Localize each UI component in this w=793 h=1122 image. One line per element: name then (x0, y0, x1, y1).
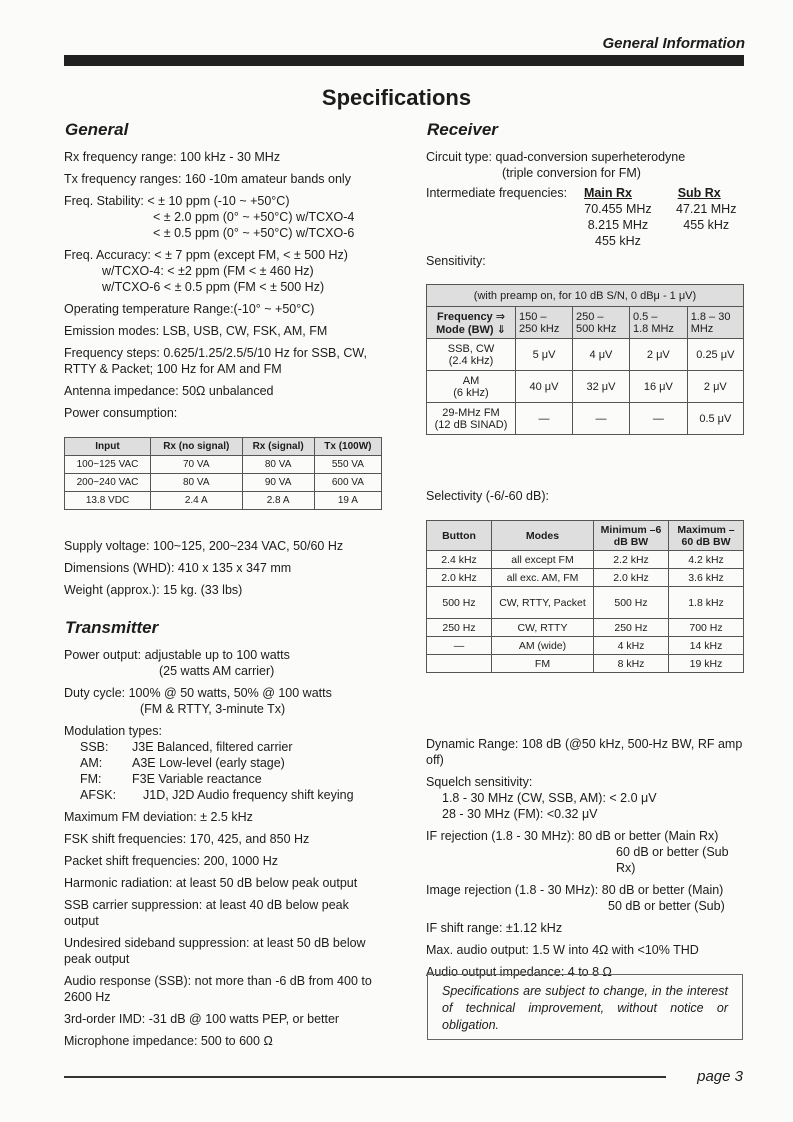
mod-desc: J1D, J2D Audio frequency shift keying (143, 788, 354, 802)
power-col-header: Rx (no signal) (150, 438, 242, 456)
sensitivity-table (426, 284, 744, 435)
main-rx-column (584, 185, 652, 249)
transmitter-section (64, 647, 384, 1055)
freq-header (572, 307, 629, 339)
table-cell: 4 μV (572, 339, 629, 371)
header-bar (64, 55, 744, 66)
table-cell: FM (492, 655, 594, 673)
power-col-header: Input (65, 438, 151, 456)
table-cell: 700 Hz (669, 619, 744, 637)
if-label: Intermediate frequencies: (426, 186, 568, 200)
modulation-label: Modulation types: (64, 724, 162, 738)
if-value: 8.215 MHz (587, 218, 649, 232)
receiver-heading: Receiver (427, 120, 498, 139)
table-cell: all exc. AM, FM (492, 569, 594, 587)
table-cell: 4 kHz (594, 637, 669, 655)
table-cell: 32 μV (572, 371, 629, 403)
footer-rule (64, 1076, 666, 1078)
modulation-types (64, 723, 384, 803)
mode-cell (427, 339, 516, 371)
table-row (427, 569, 744, 587)
modulation-row (64, 787, 384, 803)
table-cell: 19 A (314, 492, 381, 510)
table-row (427, 587, 744, 619)
table-row (65, 492, 382, 510)
table-cell: 200~240 VAC (65, 474, 151, 492)
if-shift-range: IF shift range: ±1.12 kHz (426, 921, 563, 935)
if-rej-line: 60 dB or better (Sub Rx) (616, 845, 729, 875)
table-cell: 550 VA (314, 456, 381, 474)
table-cell: 90 VA (242, 474, 314, 492)
imd: 3rd-order IMD: -31 dB @ 100 watts PEP, or better (64, 1012, 340, 1026)
mode-line: SSB, CW (447, 342, 495, 355)
accuracy-line: Freq. Accuracy: < ± 7 ppm (except FM, < ± 500 Hz) (64, 248, 348, 262)
img-rej-line: 50 dB or better (Sub) (608, 899, 725, 913)
general-physical (64, 538, 384, 604)
table-cell: 70 VA (150, 456, 242, 474)
general-heading: General (65, 120, 129, 139)
accuracy-line: w/TCXO-6 < ± 0.5 ppm (FM < ± 500 Hz) (102, 280, 325, 294)
sensitivity-label: Sensitivity: (426, 254, 486, 268)
operating-temp: Operating temperature Range:(-10° ~ +50°C) (64, 302, 315, 316)
table-row (427, 637, 744, 655)
mod-desc: J3E Balanced, filtered carrier (132, 740, 293, 754)
main-rx-header: Main Rx (584, 186, 632, 200)
antenna-impedance: Antenna impedance: 50Ω unbalanced (64, 384, 274, 398)
emission-modes: Emission modes: LSB, USB, CW, FSK, AM, FM (64, 324, 328, 338)
mod-name: FM: (80, 772, 102, 786)
sel-col-header: Modes (492, 521, 594, 551)
freq-header (629, 307, 687, 339)
tx-range: Tx frequency ranges: 160 -10m amateur bands only (64, 172, 351, 186)
table-cell: 2 μV (687, 371, 743, 403)
table-cell: 250 Hz (594, 619, 669, 637)
table-row (427, 371, 744, 403)
table-cell: 4.2 kHz (669, 551, 744, 569)
power-col-header: Tx (100W) (314, 438, 381, 456)
stability-line: < ± 0.5 ppm (0° ~ +50°C) w/TCXO-6 (153, 226, 355, 240)
selectivity-table (426, 520, 744, 673)
table-row (427, 619, 744, 637)
mode-cell (427, 403, 516, 435)
carrier-suppression: SSB carrier suppression: at least 40 dB below peak output (64, 898, 349, 928)
table-cell: 600 VA (314, 474, 381, 492)
fm-deviation: Maximum FM deviation: ± 2.5 kHz (64, 810, 253, 824)
power-table (64, 437, 382, 510)
squelch-label: Squelch sensitivity: (426, 775, 533, 789)
header-title: General Information (602, 35, 745, 52)
freq-line: 1.8 MHz (632, 322, 674, 335)
sideband-suppression: Undesired sideband suppression: at least 50 dB below peak output (64, 936, 366, 966)
table-cell: 100~125 VAC (65, 456, 151, 474)
freq-line: 250 – (575, 310, 604, 323)
table-cell: 500 Hz (427, 587, 492, 619)
sel-col-header: Button (427, 521, 492, 551)
duty-cycle (64, 685, 384, 717)
table-row (427, 339, 744, 371)
page-title: Specifications (321, 85, 472, 110)
mod-desc: A3E Low-level (early stage) (132, 756, 285, 770)
power-consumption-label: Power consumption: (64, 406, 178, 420)
freq-accuracy (64, 247, 384, 295)
img-rej-line: Image rejection (1.8 - 30 MHz): 80 dB or better (Main) (426, 883, 724, 897)
table-cell: CW, RTTY (492, 619, 594, 637)
power-output-line: Power output: adjustable up to 100 watts (64, 648, 290, 662)
table-cell: 13.8 VDC (65, 492, 151, 510)
freq-line: MHz (690, 322, 714, 335)
mod-name: AM: (80, 756, 103, 770)
table-cell: 500 Hz (594, 587, 669, 619)
table-row (427, 403, 744, 435)
table-cell: AM (wide) (492, 637, 594, 655)
table-cell (427, 655, 492, 673)
mode-cell (427, 371, 516, 403)
sel-col-header: Maximum –60 dB BW (669, 521, 744, 551)
table-cell: 250 Hz (427, 619, 492, 637)
squelch-line: 28 - 30 MHz (FM): <0.32 μV (442, 807, 598, 821)
table-cell: 80 VA (242, 456, 314, 474)
image-rejection (426, 882, 748, 914)
sub-rx-column (676, 185, 736, 233)
packet-shift: Packet shift frequencies: 200, 1000 Hz (64, 854, 279, 868)
disclaimer-note: Specifications are subject to change, in the interest of technical improvement, without notice or obligation. (427, 974, 743, 1040)
duty-line: (FM & RTTY, 3-minute Tx) (140, 702, 286, 716)
if-value: 47.21 MHz (676, 202, 737, 216)
freq-line: 1.8 – 30 (690, 310, 731, 323)
mode-line: 29-MHz FM (442, 406, 500, 419)
dimensions: Dimensions (WHD): 410 x 135 x 347 mm (64, 561, 292, 575)
if-rejection (426, 828, 748, 876)
mod-name: AFSK: (80, 788, 117, 802)
freq-line: 150 – (519, 310, 547, 323)
power-output (64, 647, 384, 679)
table-cell: 1.8 kHz (669, 587, 744, 619)
transmitter-heading: Transmitter (65, 618, 159, 637)
receiver-bottom (426, 736, 748, 986)
table-cell: CW, RTTY, Packet (492, 587, 594, 619)
weight: Weight (approx.): 15 kg. (33 lbs) (64, 583, 243, 597)
table-cell: 3.6 kHz (669, 569, 744, 587)
mod-name: SSB: (80, 740, 109, 754)
freq-line: 500 kHz (575, 322, 617, 335)
stability-line: < ± 2.0 ppm (0° ~ +50°C) w/TCXO-4 (153, 210, 355, 224)
table-row (65, 456, 382, 474)
table-row (65, 474, 382, 492)
table-row (427, 655, 744, 673)
max-audio-output: Max. audio output: 1.5 W into 4Ω with <10% THD (426, 943, 699, 957)
sensitivity-caption: (with preamp on, for 10 dB S/N, 0 dBμ - 1 μV) (427, 285, 744, 307)
table-cell: 0.5 μV (687, 403, 743, 435)
table-cell: all except FM (492, 551, 594, 569)
table-cell: 2.4 A (150, 492, 242, 510)
mode-line: (6 kHz) (453, 386, 489, 399)
table-cell: — (629, 403, 687, 435)
table-cell: 2 μV (629, 339, 687, 371)
dynamic-range: Dynamic Range: 108 dB (@50 kHz, 500-Hz BW, RF amp off) (426, 737, 743, 767)
supply-voltage: Supply voltage: 100~125, 200~234 VAC, 50/60 Hz (64, 539, 344, 553)
squelch-line: 1.8 - 30 MHz (CW, SSB, AM): < 2.0 μV (442, 791, 657, 805)
table-cell: — (427, 637, 492, 655)
power-output-line: (25 watts AM carrier) (159, 664, 275, 678)
table-cell: 5 μV (516, 339, 573, 371)
mod-desc: F3E Variable reactance (132, 772, 262, 786)
circuit-line: (triple conversion for FM) (502, 166, 641, 180)
modulation-row (64, 739, 384, 755)
table-cell: 2.4 kHz (427, 551, 492, 569)
if-value: 70.455 MHz (584, 202, 652, 216)
mode-line: (12 dB SINAD) (434, 418, 508, 431)
modulation-row (64, 771, 384, 787)
table-cell: 2.8 A (242, 492, 314, 510)
duty-line: Duty cycle: 100% @ 50 watts, 50% @ 100 watts (64, 686, 332, 700)
table-cell: 2.0 kHz (594, 569, 669, 587)
fsk-shift: FSK shift frequencies: 170, 425, and 850 Hz (64, 832, 310, 846)
page-number: page 3 (697, 1068, 743, 1085)
table-row (427, 551, 744, 569)
rx-range: Rx frequency range: 100 kHz - 30 MHz (64, 150, 281, 164)
table-cell: 0.25 μV (687, 339, 743, 371)
selectivity-label: Selectivity (-6/-60 dB): (426, 489, 549, 503)
table-cell: 40 μV (516, 371, 573, 403)
modulation-row (64, 755, 384, 771)
freq-stability (64, 193, 384, 241)
frequency-steps: Frequency steps: 0.625/1.25/2.5/5/10 Hz for SSB, CW, RTTY & Packet; 100 Hz for AM and FM (64, 346, 367, 376)
table-cell: — (516, 403, 573, 435)
table-cell: 14 kHz (669, 637, 744, 655)
circuit-type (426, 149, 746, 181)
stability-line: Freq. Stability: < ± 10 ppm (-10 ~ +50°C) (64, 194, 290, 208)
corner-line: Mode (BW) ⇓ (436, 323, 506, 336)
corner-line: Frequency ⇒ (437, 310, 505, 323)
freq-line: 250 kHz (519, 322, 560, 335)
harmonic-radiation: Harmonic radiation: at least 50 dB below peak output (64, 876, 358, 890)
mode-line: (2.4 kHz) (448, 354, 494, 367)
if-value: 455 kHz (595, 234, 641, 248)
accuracy-line: w/TCXO-4: < ±2 ppm (FM < ± 460 Hz) (102, 264, 314, 278)
if-value: 455 kHz (683, 218, 730, 232)
corner-cell (427, 307, 516, 339)
freq-line: 0.5 – (632, 310, 658, 323)
table-cell: 8 kHz (594, 655, 669, 673)
general-section (64, 149, 384, 427)
table-cell: 2.2 kHz (594, 551, 669, 569)
receiver-top (426, 149, 746, 187)
table-cell: 16 μV (629, 371, 687, 403)
table-cell: 19 kHz (669, 655, 744, 673)
circuit-line: Circuit type: quad-conversion superheterodyne (426, 150, 686, 164)
if-rej-line: IF rejection (1.8 - 30 MHz): 80 dB or better (Main Rx) (426, 829, 719, 843)
mode-line: AM (462, 374, 480, 387)
mic-impedance: Microphone impedance: 500 to 600 Ω (64, 1034, 273, 1048)
freq-header (516, 307, 573, 339)
power-col-header: Rx (signal) (242, 438, 314, 456)
audio-response: Audio response (SSB): not more than -6 dB from 400 to 2600 Hz (64, 974, 372, 1004)
table-cell: 80 VA (150, 474, 242, 492)
sel-col-header: Minimum –6 dB BW (594, 521, 669, 551)
table-cell: — (572, 403, 629, 435)
sub-rx-header: Sub Rx (677, 186, 721, 200)
squelch-sensitivity (426, 774, 748, 822)
table-cell: 2.0 kHz (427, 569, 492, 587)
freq-header (687, 307, 743, 339)
audio-output-impedance: Audio output impedance: 4 to 8 Ω (426, 965, 612, 979)
